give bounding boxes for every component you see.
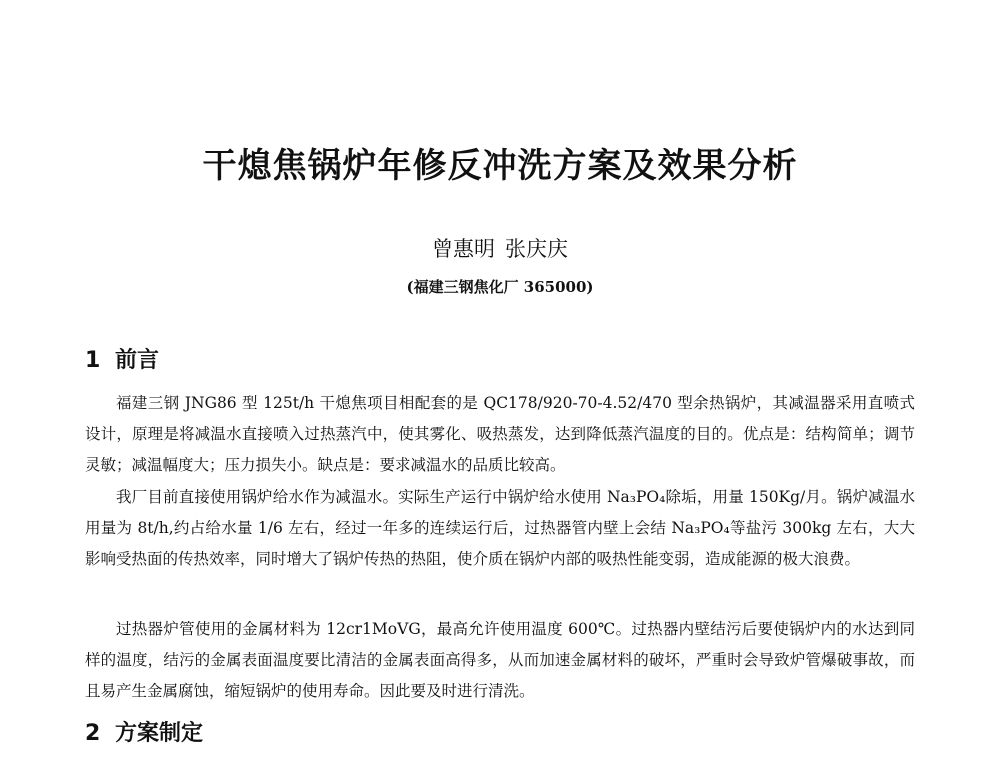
author-affiliation: (福建三钢焦化厂 365000) [406, 278, 594, 296]
paragraph [85, 482, 915, 575]
paragraph-text: 福建三钢 JNG86 型 125t/h 干熄焦项目相配套的是 QC178/920-70-4.52/470 型余热锅炉，其减温器采用直喷式设计，原理是将减温水直接喷入过热蒸汽中，使其雾化、吸热蒸发，达到降低蒸汽温度的目的。优点是：结构简单；调节灵敏；减温幅度大；压力损失小。缺点是：要求减温水的品质比较高。 [85, 394, 915, 474]
paragraph-text: 我厂目前直接使用锅炉给水作为减温水。实际生产运行中锅炉给水使用 Na₃PO₄除垢，用量 150Kg/月。锅炉减温水用量为 8t/h,约占给水量 1/6 左右，经过一年多的连续运行后，过热器管内壁上会结 Na₃PO₄等盐污 300kg 左右，大大影响受热面的传热效率，同时增大了锅炉传热的热阻，使介质在锅炉内部的吸热性能变弱，造成能源的极大浪费。 [85, 488, 915, 568]
section-title: 前言 [115, 348, 160, 373]
author-list [0, 233, 1000, 263]
section-heading [85, 343, 159, 374]
paper-title: 干熄焦锅炉年修反冲洗方案及效果分析 [202, 146, 798, 186]
section-title: 方案制定 [115, 721, 204, 746]
section-heading [85, 716, 203, 747]
paragraph-text: 过热器炉管使用的金属材料为 12cr1MoVG，最高允许使用温度 600℃。过热器内壁结污后要使锅炉内的水达到同样的温度，结污的金属表面温度要比清洁的金属表面高得多，从而加速金属材料的破坏，严重时会导致炉管爆破事故，而且易产生金属腐蚀，缩短锅炉的使用寿命。因此要及时进行清洗。 [85, 620, 915, 700]
section-number: 1 [85, 348, 101, 373]
paragraph [85, 614, 915, 707]
author-name: 曾惠明 [432, 237, 495, 261]
author-name: 张庆庆 [505, 237, 568, 261]
section-number: 2 [85, 721, 101, 746]
paragraph [85, 388, 915, 481]
